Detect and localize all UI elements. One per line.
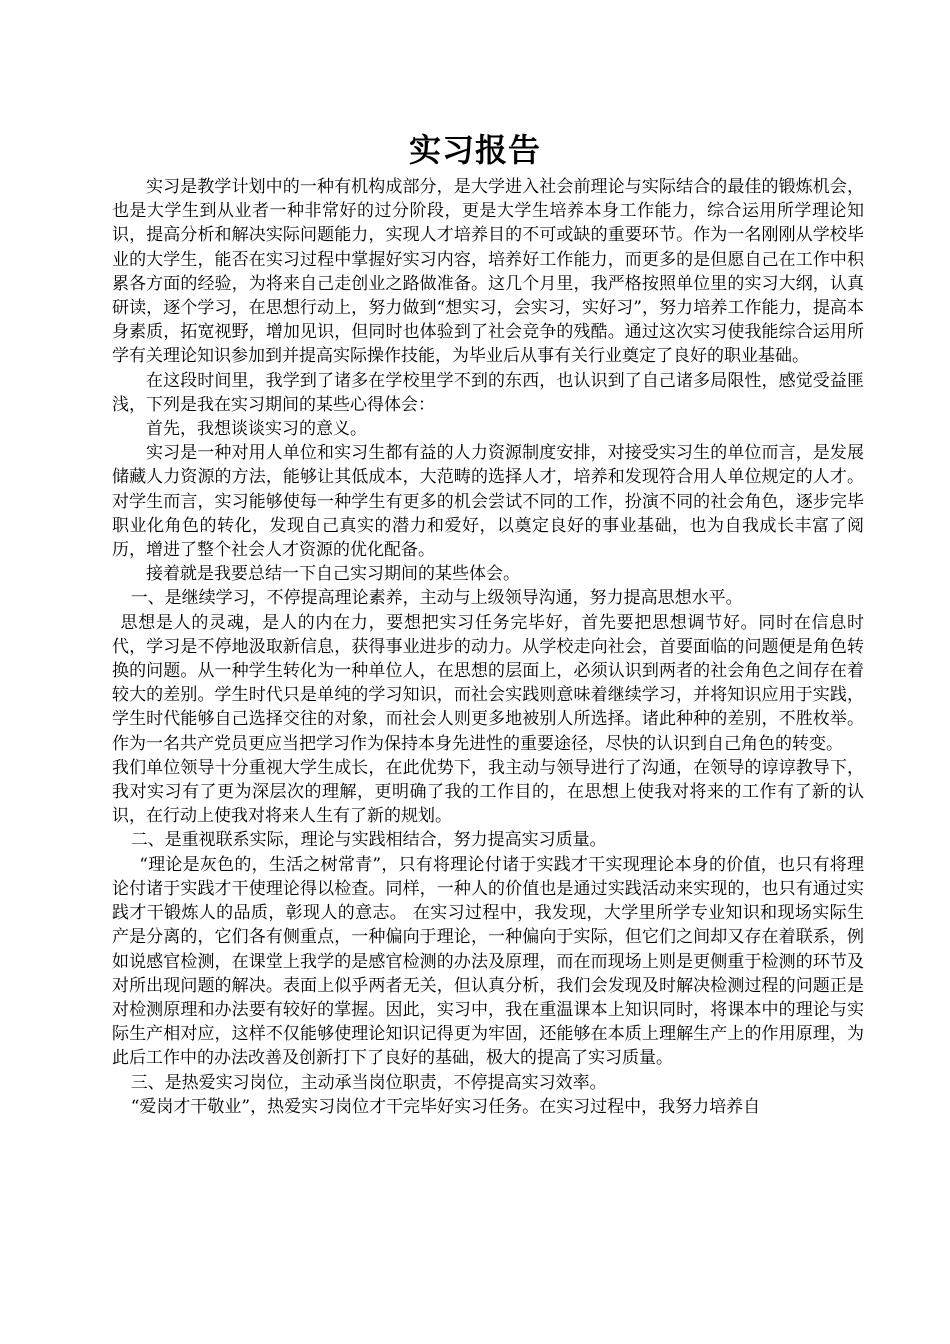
paragraph: 实习是教学计划中的一种有机构成部分，是大学进入社会前理论与实际结合的最佳的锻炼机会，也是大学生到从业者一种非常好的过分阶段，更是大学生培养本身工作能力，综合运用所学理论知识，提高分析和解决实际问题能力，实现人才培养目的不可或缺的重要环节。作为一名刚刚从学校毕业的大学生，能否在实习过程中掌握好实习内容，培养好工作能力，而更多的是但愿自己在工作中积累各方面的经验，为将来自己走创业之路做准备。这几个月里，我严格按照单位里的实习大纲，认真研读，逐个学习，在思想行动上，努力做到“想实习，会实习，实好习”，努力培养工作能力，提高本身素质，拓宽视野，增加见识，但同时也体验到了社会竞争的残酷。通过这次实习使我能综合运用所学有关理论知识参加到并提高实际操作技能，为毕业后从事有关行业奠定了良好的职业基础。	[112, 177, 864, 367]
paragraph: 一、是继续学习，不停提高理论素养，主动与上级领导沟通，努力提高思想水平。	[130, 588, 743, 609]
paragraph: “爱岗才干敬业”，热爱实习岗位才干完毕好实习任务。在实习过程中，我努力培养自	[130, 1096, 761, 1117]
paragraph: 在这段时间里，我学到了诸多在学校里学不到的东西，也认识到了自己诸多局限性，感觉受益匪浅，下列是我在实习期间的某些心得体会：	[112, 370, 864, 415]
paragraph: 接着就是我要总结一下自己实习期间的某些体会。	[146, 564, 520, 585]
paragraph: 首先，我想谈谈实习的意义。	[146, 419, 367, 440]
paragraph: 我们单位领导十分重视大学生成长，在此优势下，我主动与领导进行了沟通，在领导的谆谆教导下，我对实习有了更为深层次的理解，更明确了我的工作目的，在思想上使我对将来的工作有了新的认识，在行动上使我对将来人生有了新的规划。	[112, 757, 864, 827]
paragraph: 实习是一种对用人单位和实习生都有益的人力资源制度安排，对接受实习生的单位而言，是发展储藏人力资源的方法，能够让其低成本，大范畴的选择人才，培养和发现符合用人单位规定的人才。对学生而言，实习能够使每一种学生有更多的机会尝试不同的工作，扮演不同的社会角色，逐步完毕职业化角色的转化，发现自己真实的潜力和爱好，以奠定良好的事业基础，也为自我成长丰富了阅历，增进了整个社会人才资源的优化配备。	[112, 443, 864, 561]
document-title: 实习报告	[408, 131, 541, 169]
paragraph: 思想是人的灵魂，是人的内在力，要想把实习任务完毕好，首先要把思想调节好。同时在信息时代，学习是不停地汲取新信息，获得事业进步的动力。从学校走向社会，首要面临的问题便是角色转换的问题。从一种学生转化为一种单位人，在思想的层面上，必须认识到两者的社会角色之间存在着较大的差别。学生时代只是单纯的学习知识，而社会实践则意味着继续学习，并将知识应用于实践，学生时代能够自己选择交往的对象，而社会人则更多地被别人所选择。诸此种种的差别，不胜枚举。作为一名共产党员更应当把学习作为保持本身先进性的重要途径，尽快的认识到自己角色的转变。	[112, 612, 864, 754]
paragraph: 三、是热爱实习岗位，主动承当岗位职责，不停提高实习效率。	[130, 1072, 607, 1093]
paragraph: 二、是重视联系实际，理论与实践相结合，努力提高实习质量。	[130, 830, 607, 851]
document-body	[112, 175, 864, 1119]
paragraph: “理论是灰色的，生活之树常青”，只有将理论付诸于实践才干实现理论本身的价值，也只有将理论付诸于实践才干使理论得以检查。同样，一种人的价值也是通过实践活动来实现的，也只有通过实践才干锻炼人的品质，彰现人的意志。 在实习过程中，我发现，大学里所学专业知识和现场实际生产是分离的，它们各有侧重点，一种偏向于理论，一种偏向于实际，但它们之间却又存在着联系，例如说感官检测，在课堂上我学的是感官检测的办法及原理，而在而现场上则是更侧重于检测的环节及对所出现问题的解决。表面上似乎两者无关，但认真分析，我们会发现及时解决检测过程的问题正是对检测原理和办法要有较好的掌握。因此，实习中，我在重温课本上知识同时，将课本中的理论与实际生产相对应，这样不仅能够使理论知识记得更为牢固，还能够在本质上理解生产上的作用原理，为此后工作中的办法改善及创新打下了良好的基础，极大的提高了实习质量。	[112, 854, 864, 1069]
